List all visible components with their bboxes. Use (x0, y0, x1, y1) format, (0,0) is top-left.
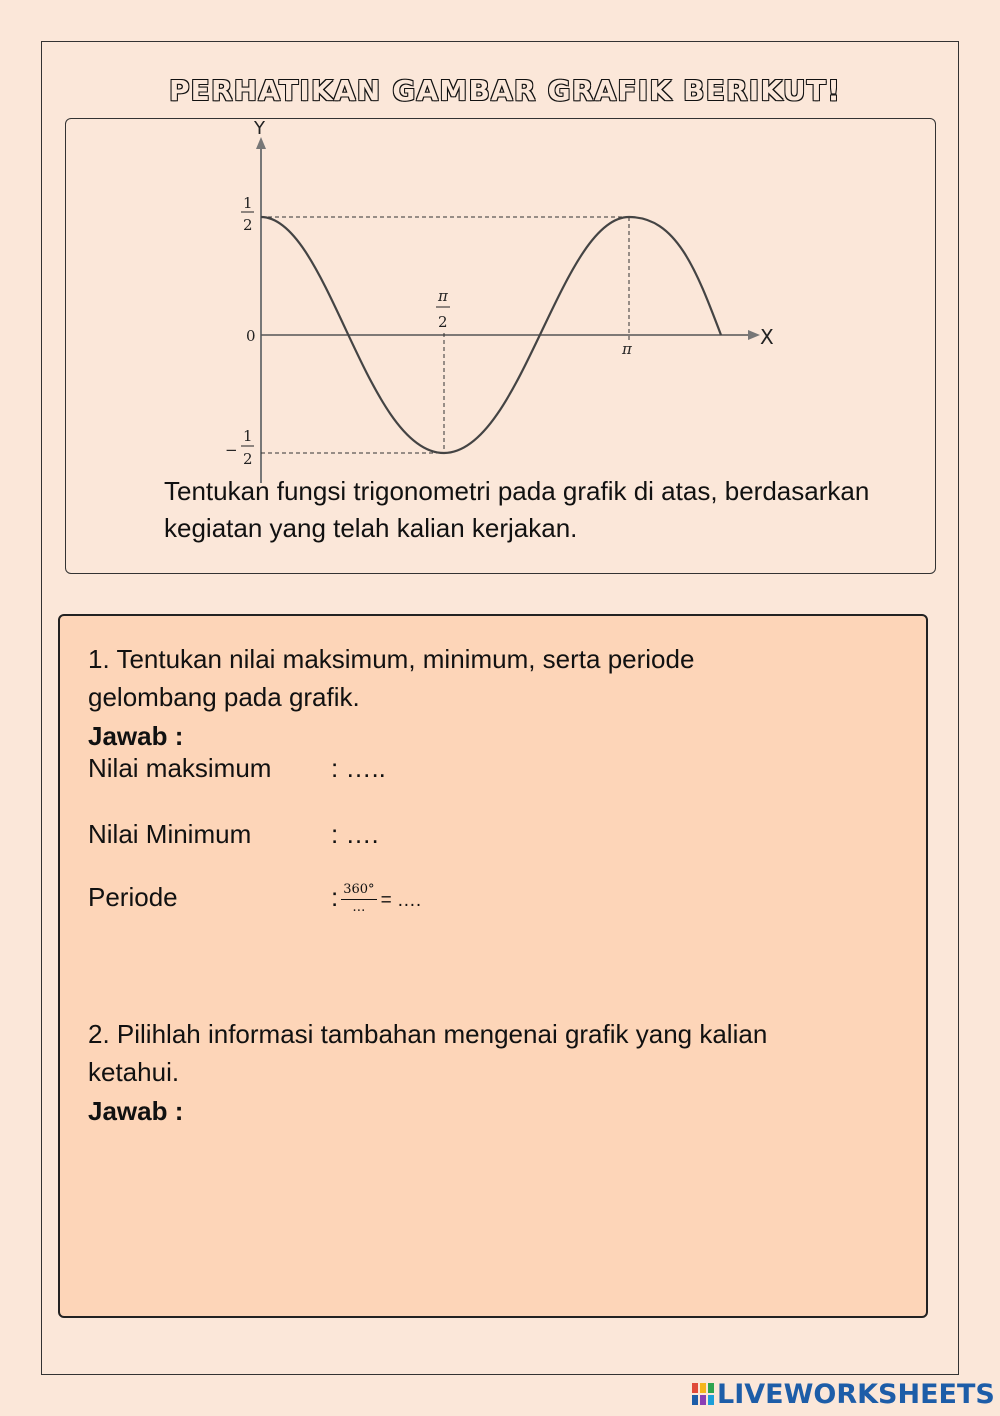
tick-pi-half-den: 2 (438, 313, 448, 331)
answer-label-2: Jawab : (88, 1096, 184, 1126)
max-value-row (88, 753, 386, 784)
period-label: Periode (88, 882, 178, 912)
period-row (88, 882, 421, 915)
instruction-text (164, 473, 964, 547)
liveworksheets-logo (692, 1377, 995, 1411)
period-colon: : (331, 882, 339, 912)
tick-pi-half-num: π (438, 287, 448, 305)
tick-neg-den: 2 (243, 450, 253, 468)
tick-pi: π (622, 340, 632, 358)
period-fraction (341, 883, 376, 915)
min-value-row (88, 819, 379, 850)
tick-half-num: 1 (243, 194, 253, 212)
max-label: Nilai maksimum (88, 753, 272, 783)
tick-zero: 0 (246, 327, 256, 345)
page-title: PERHATIKAN GAMBAR GRAFIK BERIKUT! (168, 74, 842, 107)
y-axis-label: Y (254, 119, 265, 139)
min-label: Nilai Minimum (88, 819, 252, 849)
answer-label-1: Jawab : (88, 721, 184, 751)
x-axis-arrow (748, 330, 760, 340)
question-2 (88, 1015, 767, 1091)
question-1-line-1: 1. Tentukan nilai maksimum, minimum, serta periode (88, 644, 695, 674)
max-answer-field[interactable]: : ….. (331, 753, 386, 783)
instruction-line-1: Tentukan fungsi trigonometri pada grafik di atas, berdasarkan (164, 476, 870, 506)
tick-neg-sign: − (225, 441, 238, 459)
question-2-line-1: 2. Pilihlah informasi tambahan mengenai grafik yang kalian (88, 1019, 768, 1049)
question-2-line-2: ketahui. (88, 1057, 180, 1087)
period-numerator: 360° (341, 883, 376, 900)
instruction-line-2: kegiatan yang telah kalian kerjakan. (164, 513, 578, 543)
period-denominator[interactable]: … (352, 900, 366, 916)
min-answer-field[interactable]: : …. (331, 819, 379, 849)
liveworksheets-brand: LIVEWORKSHEETS (717, 1378, 995, 1410)
liveworksheets-logo-icon (692, 1383, 714, 1405)
answer-box (58, 614, 928, 1318)
x-axis-label: X (760, 325, 774, 349)
period-answer-field[interactable]: = …. (380, 890, 422, 911)
tick-neg-num: 1 (243, 427, 253, 445)
question-1 (88, 640, 694, 716)
question-1-line-2: gelombang pada grafik. (88, 682, 360, 712)
tick-half-den: 2 (243, 216, 253, 234)
